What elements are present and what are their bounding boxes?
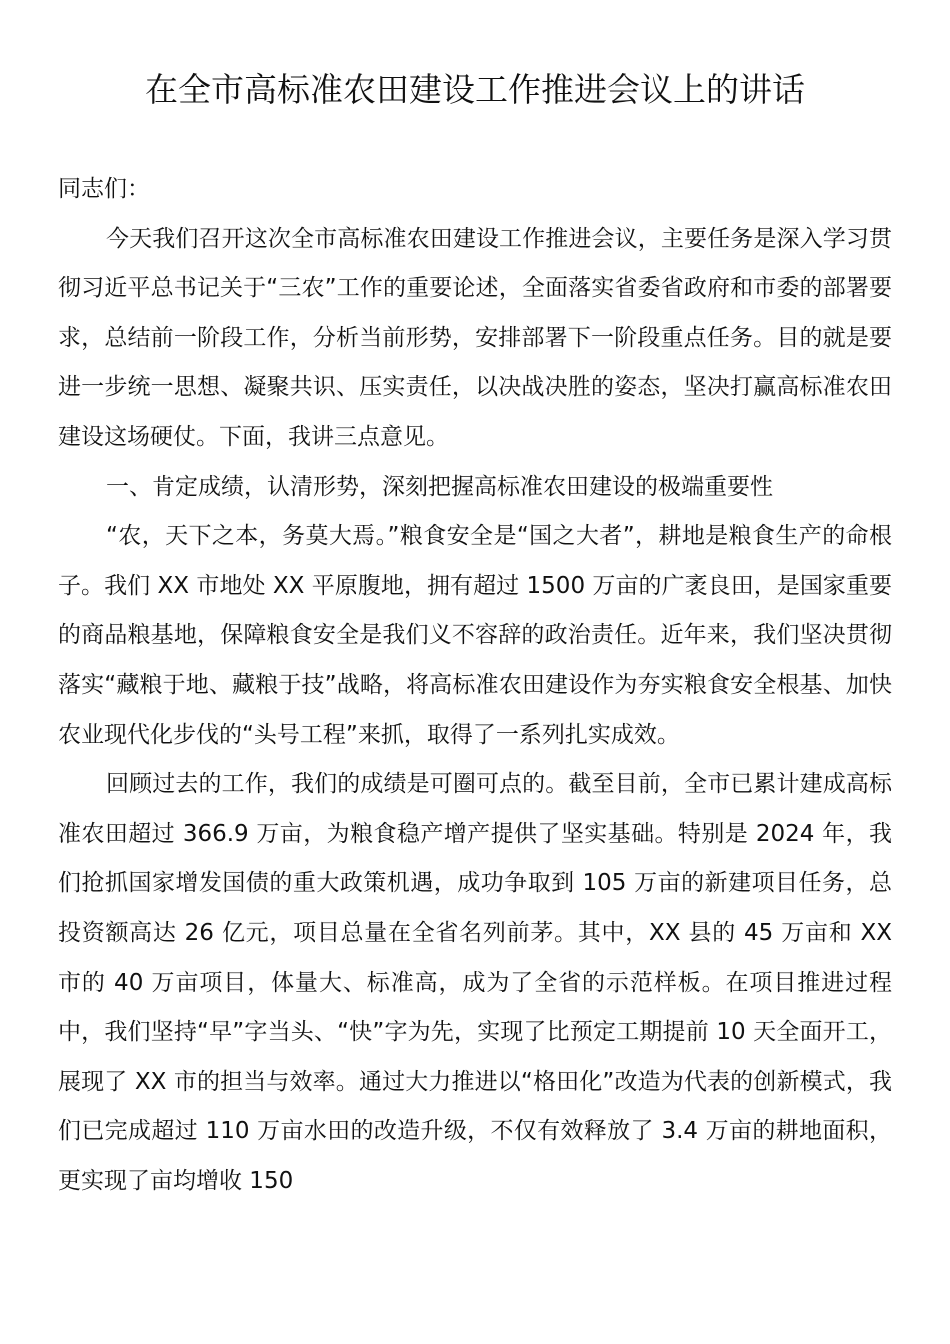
salutation: 同志们： <box>58 176 150 202</box>
paragraph-food-security: “农，天下之本，务莫大焉。”粮食安全是“国之大者”，耕地是粮食生产的命根子。我们 XX 市地处 XX 平原腹地，拥有超过 1500 万亩的广袤良田，是国家重要的商品粮基地，保障粮食安全是我们义不容辞的政治责任。近年来，我们坚决贯彻落实“藏粮于地、藏粮于技”战略，将高标准农田建设作为夯实粮食安全根基、加快农业现代化步伐的“头号工程”来抓，取得了一系列扎实成效。 <box>58 523 892 748</box>
document-title: 在全市高标准农田建设工作推进会议上的讲话 <box>145 70 805 109</box>
document-body <box>58 165 892 1206</box>
section-heading-1: 一、肯定成绩，认清形势，深刻把握高标准农田建设的极端重要性 <box>106 473 773 500</box>
paragraph-achievements: 回顾过去的工作，我们的成绩是可圈可点的。截至目前，全市已累计建成高标准农田超过 366.9 万亩，为粮食稳产增产提供了坚实基础。特别是 2024 年，我们抢抓国家增发国债的重大政策机遇，成功争取到 105 万亩的新建项目任务，总投资额高达 26 亿元，项目总量在全省名列前茅。其中，XX 县的 45 万亩和 XX 市的 40 万亩项目，体量大、标准高，成为了全省的示范样板。在项目推进过程中，我们坚持“早”字当头、“快”字为先，实现了比预定工期提前 10 天全面开工，展现了 XX 市的担当与效率。通过大力推进以“格田化”改造为代表的创新模式，我们已完成超过 110 万亩水田的改造升级，不仅有效释放了 3.4 万亩的耕地面积，更实现了亩均增收 150 <box>58 771 892 1194</box>
paragraph-intro: 今天我们召开这次全市高标准农田建设工作推进会议，主要任务是深入学习贯彻习近平总书记关于“三农”工作的重要论述，全面落实省委省政府和市委的部署要求，总结前一阶段工作，分析当前形势，安排部署下一阶段重点任务。目的就是要进一步统一思想、凝聚共识、压实责任，以决战决胜的姿态，坚决打赢高标准农田建设这场硬仗。下面，我讲三点意见。 <box>58 225 892 450</box>
